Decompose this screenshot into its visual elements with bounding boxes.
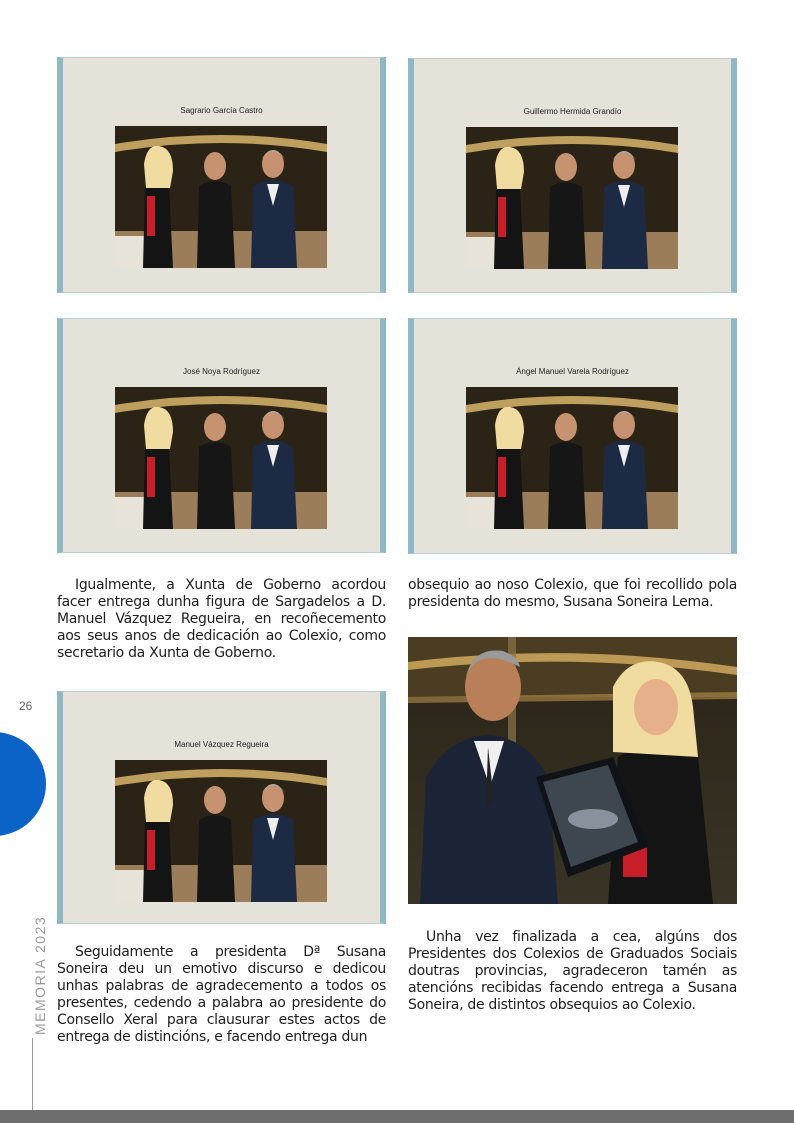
award-slide-5 (57, 691, 386, 924)
award-photo (115, 760, 327, 902)
award-photo (466, 127, 678, 269)
paragraph-right-top: obsequio ao noso Colexio, que foi recollido pola presidenta do mesmo, Susana Soneira Lema. (408, 577, 737, 610)
award-photo (115, 126, 327, 268)
paragraph-left-bottom: Seguidamente a presidenta Dª Susana Soneira deu un emotivo discurso e dedicou unhas palabras de agradecemento a todos os presentes, cedendo a palabra ao presidente do Consello Xeral para clausurar estes actos de entrega de distincións, e facendo entrega dun (57, 944, 386, 1045)
award-slide-2 (408, 58, 737, 293)
award-slide-3 (57, 318, 386, 553)
paragraph-left-top: Igualmente, a Xunta de Goberno acordou facer entrega dunha figura de Sargadelos a D. Manuel Vázquez Regueira, en recoñecemento aos seus anos de dedicación ao Colexio, como secretario da Xunta de Goberno. (57, 577, 386, 661)
slide-title: Guillermo Hermida Grandío (523, 107, 622, 116)
side-section-label: MEMORIA 2023 (32, 915, 48, 1035)
award-photo (466, 387, 678, 529)
page-number: 26 (19, 699, 33, 713)
slide-title: Sagrario García Castro (180, 106, 263, 115)
page-tab-marker (0, 732, 46, 836)
footer-bar (0, 1110, 794, 1123)
paragraph-right-bottom: Unha vez finalizada a cea, algúns dos Presidentes dos Colexios de Graduados Sociais doutras provincias, agradeceron tamén as atencións recibidas facendo entrega a Susana Soneira, de distintos obsequios ao Colexio. (408, 929, 737, 1013)
award-slide-1 (57, 57, 386, 293)
slide-title: José Noya Rodríguez (183, 367, 260, 376)
slide-title: Ángel Manuel Varela Rodríguez (516, 367, 629, 376)
award-slide-4 (408, 318, 737, 554)
slide-title: Manuel Vázquez Regueira (174, 740, 269, 749)
award-photo (115, 387, 327, 529)
presidents-gift-photo (408, 637, 737, 904)
side-rule (32, 1038, 33, 1110)
